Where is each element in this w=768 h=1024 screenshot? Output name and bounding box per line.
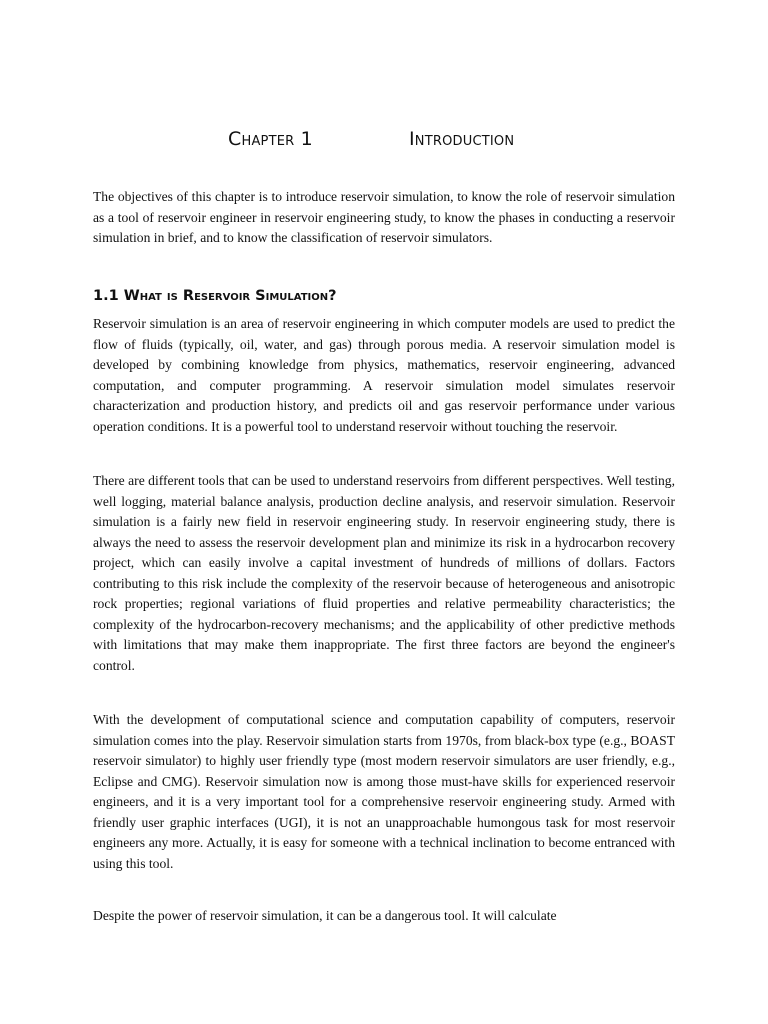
chapter-heading: [228, 128, 648, 152]
chapter-number: Chapter 1: [228, 128, 313, 150]
body-paragraph: With the development of computational science and computation capability of computers, reservoir simulation comes into the play. Reservoir simulation starts from 1970s, from black-box type (e.g., BOAST reservoir simulator) to highly user friendly type (most modern reservoir simulators are user friendly, e.g., Eclipse and CMG). Reservoir simulation now is among those must-have skills for experienced reservoir engineers, and it is a very important tool for a comprehensive reservoir engineering study. Armed with friendly user graphic interfaces (UGI), it is not an unapproachable humongous task for most reservoir engineers any more. Actually, it is easy for someone with a technical inclination to become entranced with using this tool.: [93, 712, 675, 871]
body-paragraph: Reservoir simulation is an area of reservoir engineering in which computer models are used to predict the flow of fluids (typically, oil, water, and gas) through porous media. A reservoir simulation model is developed by combining knowledge from physics, mathematics, reservoir engineering, advanced computation, and computer programming. A reservoir simulation model simulates reservoir characterization and production history, and predicts oil and gas reservoir performance under various operation conditions. It is a powerful tool to understand reservoir without touching the reservoir.: [93, 316, 675, 434]
intro-paragraph: The objectives of this chapter is to introduce reservoir simulation, to know the role of reservoir simulation as a tool of reservoir engineer in reservoir engineering study, to know the phases in conducting a reservoir simulation in brief, and to know the classification of reservoir simulators.: [93, 189, 675, 245]
chapter-title: Introduction: [409, 128, 515, 150]
section-heading: 1.1 What is Reservoir Simulation?: [93, 288, 337, 304]
body-paragraph: Despite the power of reservoir simulation, it can be a dangerous tool. It will calculate: [93, 908, 557, 923]
body-paragraph: There are different tools that can be used to understand reservoirs from different perspectives. Well testing, well logging, material balance analysis, production decline analysis, and reservoir simulation. Reservoir simulation is a fairly new field in reservoir engineering study. In reservoir engineering study, there is always the need to assess the reservoir development plan and minimize its risk in a hydrocarbon recovery project, which can easily involve a capital investment of hundreds of millions of dollars. Factors contributing to this risk include the complexity of the reservoir because of heterogeneous and anisotropic rock properties; regional variations of fluid properties and relative permeability characteristics; the complexity of the hydrocarbon-recovery mechanisms; and the applicability of other predictive methods with limitations that may make them inappropriate. The first three factors are beyond the engineer's control.: [93, 473, 675, 673]
